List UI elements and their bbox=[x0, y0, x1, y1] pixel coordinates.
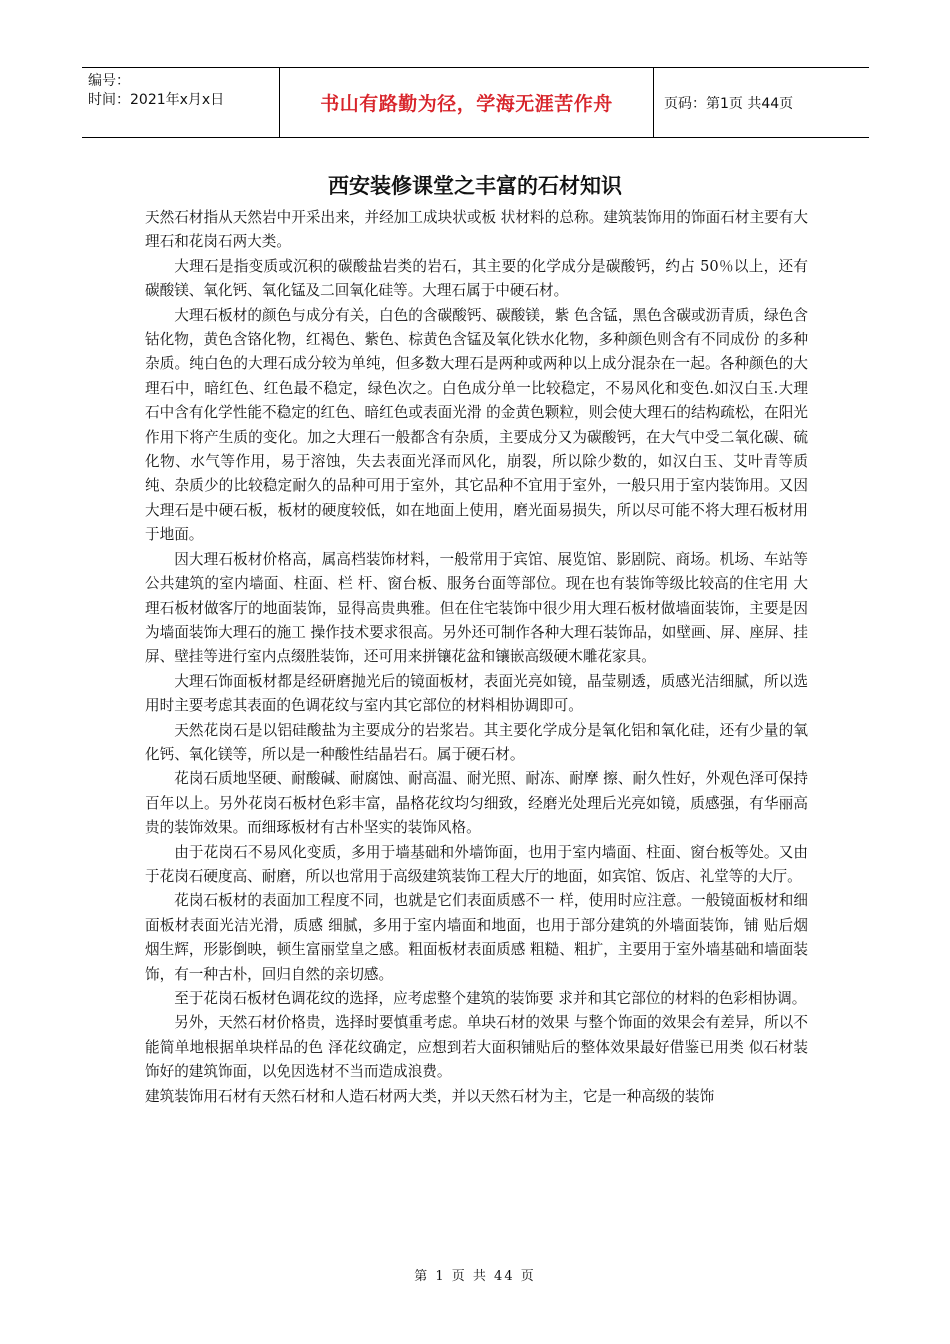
header-meta-cell bbox=[82, 68, 280, 137]
body-paragraph: 至于花岗石板材色调花纹的选择，应考虑整个建筑的装饰要 求并和其它部位的材料的色彩相协调。 bbox=[174, 990, 807, 1007]
body-paragraph: 大理石板材的颜色与成分有关，白色的含碳酸钙、碳酸镁，紫 色含锰，黑色含碳或沥青质，绿色含钴化物，黄色含铬化物，红褐色、紫色、棕黄色含锰及氧化铁水化物，多种颜色则含有不同成份 的多种杂质。纯白色的大理石成分较为单纯，但多数大理石是两种或两种以上成分混杂在一起。各种颜色的大理石中，暗红色、红色最不稳定，绿色次之。白色成分单一比较稳定，不易风化和变色.如汉白玉.大理石中含有化学性能不稳定的红色、暗红色或表面光滑 的金黄色颗粒，则会使大理石的结构疏松，在阳光作用下将产生质的变化。加之大理石一般都含有杂质，主要成分又为碳酸钙，在大气中受二氧化碳、硫化物、水气等作用，易于溶蚀，失去表面光泽而风化，崩裂，所以除少数的，如汉白玉、艾叶青等质纯、杂质少的比较稳定耐久的品种可用于室外，其它品种不宜用于室外，一般只用于室内装饰用。又因大理石是中硬石板，板材的硬度较低，如在地面上使用，磨光面易损失，所以尽可能不将大理石板材用于地面。 bbox=[145, 306, 808, 544]
header-page-info: 页码：第1页 共44页 bbox=[664, 95, 794, 112]
document-date: 时间：2021年x月x日 bbox=[88, 92, 225, 108]
body-paragraph: 花岗石板材的表面加工程度不同，也就是它们表面质感不一 样，使用时应注意。一般镜面板材和细面板材表面光洁光滑，质感 细腻，多用于室内墙面和地面，也用于部分建筑的外墙面装饰，铺 贴后烟烟生辉，形影倒映，顿生富丽堂皇之感。粗面板材表面质感 粗糙、粗扩，主要用于室外墙基础和墙面装饰，有一种古朴，回归自然的亲切感。 bbox=[145, 892, 808, 983]
document-title: 西安装修课堂之丰富的石材知识 bbox=[328, 174, 622, 198]
document-body bbox=[145, 206, 808, 1109]
body-paragraph: 因大理石板材价格高，属高档装饰材料，一般常用于宾馆、展览馆、影剧院、商场。机场、车站等公共建筑的室内墙面、柱面、栏 杆、窗台板、服务台面等部位。现在也有装饰等级比较高的住宅用 大理石板材做客厅的地面装饰，显得高贵典雅。但在住宅装饰中很少用大理石板材做墙面装饰，主要是因为墙面装饰大理石的施工 操作技术要求很高。另外还可制作各种大理石装饰品，如壁画、屏、座屏、挂屏、壁挂等进行室内点缀胜装饰，还可用来拼镶花盆和镶嵌高级硬木雕花家具。 bbox=[145, 550, 808, 666]
body-paragraph: 天然花岗石是以铝硅酸盐为主要成分的岩浆岩。其主要化学成分是氧化铝和氧化硅，还有少量的氧化钙、氧化镁等，所以是一种酸性结晶岩石。属于硬石材。 bbox=[145, 721, 808, 763]
document-number: 编号： bbox=[88, 73, 130, 89]
body-paragraph: 大理石饰面板材都是经研磨抛光后的镜面板材，表面光亮如镜，晶莹剔透，质感光洁细腻，所以选用时主要考虑其表面的色调花纹与室内其它部位的材料相协调即可。 bbox=[145, 672, 808, 715]
body-paragraph: 建筑装饰用石材有天然石材和人造石材两大类，并以天然石材为主，它是一种高级的装饰 bbox=[145, 1087, 715, 1105]
body-paragraph: 大理石是指变质或沉积的碳酸盐岩类的岩石，其主要的化学成分是碳酸钙，约占 50％以上，还有碳酸镁、氧化钙、氧化锰及二回氧化硅等。大理石属于中硬石材。 bbox=[145, 257, 808, 300]
body-paragraph: 花岗石质地坚硬、耐酸碱、耐腐蚀、耐高温、耐光照、耐冻、耐摩 擦、耐久性好，外观色泽可保持百年以上。另外花岗石板材色彩丰富，晶格花纹均匀细致，经磨光处理后光亮如镜，质感强，有华丽高贵的装饰效果。而细琢板材有古朴坚实的装饰风格。 bbox=[145, 770, 808, 837]
header-table bbox=[82, 67, 869, 138]
body-paragraph: 由于花岗石不易风化变质，多用于墙基础和外墙饰面，也用于室内墙面、柱面、窗台板等处。又由于花岗石硬度高、耐磨，所以也常用于高级建筑装饰工程大厅的地面，如宾馆、饭店、礼堂等的大厅。 bbox=[145, 843, 808, 885]
body-paragraph: 另外，天然石材价格贵，选择时要慎重考虑。单块石材的效果 与整个饰面的效果会有差异，所以不能简单地根据单块样品的色 泽花纹确定，应想到若大面积铺贴后的整体效果最好借鉴已用类 似石材装饰好的建筑饰面，以免因选材不当而造成浪费。 bbox=[145, 1014, 808, 1081]
header-motto: 书山有路勤为径，学海无涯苦作舟 bbox=[280, 68, 654, 137]
page-footer: 第 1 页 共 44 页 bbox=[414, 1269, 536, 1284]
body-paragraph: 天然石材指从天然岩中开采出来，并经加工成块状或板 状材料的总称。建筑装饰用的饰面石材主要有大理石和花岗石两大类。 bbox=[145, 209, 808, 251]
